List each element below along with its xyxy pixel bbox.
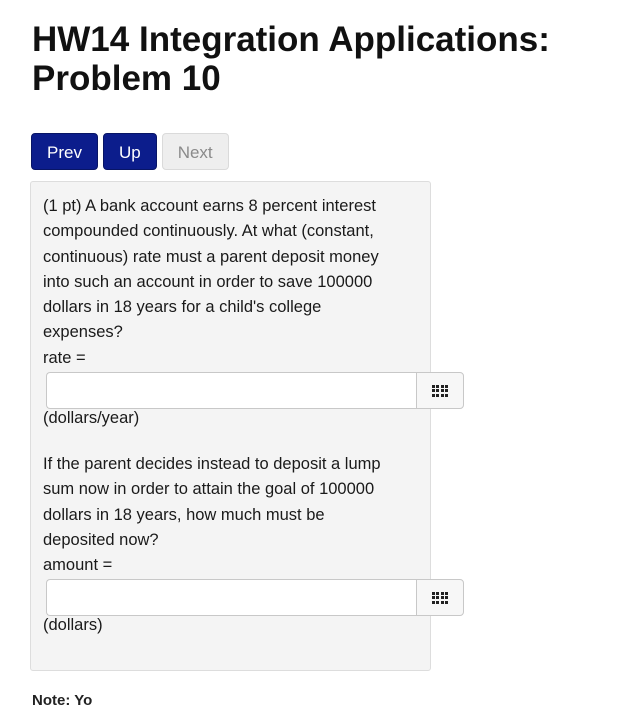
prev-button[interactable]: Prev (31, 133, 98, 170)
problem-line: deposited now? (43, 530, 159, 549)
next-button: Next (162, 133, 229, 170)
amount-unit: (dollars) (43, 616, 103, 634)
amount-label: amount = (43, 556, 113, 575)
rate-keypad-button[interactable] (416, 372, 464, 409)
problem-line: into such an account in order to save 100000 (43, 272, 373, 291)
rate-input[interactable] (46, 372, 416, 409)
amount-unit-text (43, 613, 415, 638)
rate-unit: (dollars/year) (43, 409, 140, 427)
problem-line: compounded continuously. At what (constant, (43, 222, 374, 241)
problem-line: continuous) rate must a parent deposit money (43, 247, 379, 266)
rate-answer-row (46, 372, 464, 409)
rate-unit-text (43, 406, 415, 431)
footer-note: Note: Yo (32, 692, 93, 709)
problem-box (30, 181, 431, 671)
problem-nav (31, 133, 229, 170)
up-button[interactable]: Up (103, 133, 157, 170)
page-title-line1: HW14 Integration Applications: (32, 20, 550, 59)
problem-line: If the parent decides instead to deposit a lump (43, 455, 381, 473)
page-title (32, 20, 612, 98)
problem-line: sum now in order to attain the goal of 100000 (43, 480, 375, 499)
keypad-grid-icon (432, 385, 449, 397)
problem-line: (1 pt) A bank account earns 8 percent interest (43, 197, 376, 215)
problem-statement (43, 194, 415, 371)
rate-label: rate = (43, 348, 86, 367)
amount-input[interactable] (46, 579, 416, 616)
amount-keypad-button[interactable] (416, 579, 464, 616)
amount-answer-row (46, 579, 464, 616)
problem-line: expenses? (43, 323, 123, 342)
problem-part2 (43, 452, 415, 578)
problem-line: dollars in 18 years, how much must be (43, 505, 325, 524)
keypad-grid-icon (432, 592, 449, 604)
problem-line: dollars in 18 years for a child's college (43, 298, 322, 317)
page-title-line2: Problem 10 (32, 59, 221, 98)
